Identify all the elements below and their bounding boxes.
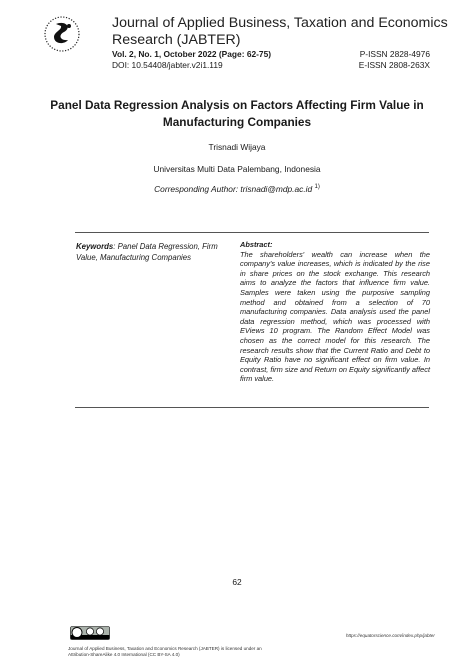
license-note: Journal of Applied Business, Taxation and Economics Research (JABTER) is licensed under an Attribution-ShareAlike 4.0 International (CC BY-SA 4.0) — [68, 646, 262, 657]
journal-doi-row — [112, 60, 430, 70]
journal-issue: Vol. 2, No. 1, October 2022 (Page: 62-75) — [112, 49, 272, 59]
author-affiliation: Universitas Multi Data Palembang, Indonesia — [153, 164, 321, 174]
journal-logo — [42, 14, 82, 54]
abstract-heading: Abstract: — [240, 240, 273, 249]
e-issn: E-ISSN 2808-263X — [358, 60, 430, 70]
corresponding-author — [40, 184, 434, 194]
corresponding-text: Corresponding Author: trisnadi@mdp.ac.id — [154, 184, 313, 194]
journal-title: Journal of Applied Business, Taxation and Economics Research (JABTER) — [112, 15, 448, 48]
keywords-label: Keywords — [76, 242, 114, 251]
doi[interactable]: DOI: 10.54408/jabter.v2i1.119 — [112, 60, 223, 70]
keywords-block — [76, 241, 226, 263]
abstract-block — [240, 240, 430, 384]
cc-by-sa-badge[interactable] — [70, 626, 110, 640]
author-name: Trisnadi Wijaya — [208, 142, 266, 152]
paper-title: Panel Data Regression Analysis on Factors Affecting Firm Value in Manufacturing Companies — [50, 98, 424, 129]
corresponding-sup: 1) — [314, 184, 320, 191]
journal-url[interactable]: https://equatorscience.com/index.php/jabter — [346, 633, 435, 638]
page-number: 62 — [232, 577, 242, 587]
keywords-text: : Panel Data Regression, Firm Value, Manufacturing Companies — [76, 242, 218, 262]
divider-top — [75, 232, 429, 233]
journal-issue-row — [112, 49, 430, 59]
divider-bottom — [75, 407, 429, 408]
p-issn: P-ISSN 2828-4976 — [359, 49, 430, 59]
abstract-text: The shareholders' wealth can increase when the company's value increases, which is indicated by the rise in share prices on the stock exchange. This research aims to analyze the factors that influence firm value. Samples were taken using the purposive sampling method and obtained from a selection of 70 manufacturing companies. Data analysis used the panel data regression method, which was processed with EViews 10 program. The Random Effect Model was chosen as the correct model for this research. The research results show that the Current Ratio and Debt to Equity Ratio have no significant effect on firm value. In contrast, firm size and Return on Equity significantly affect firm value. — [240, 249, 430, 384]
